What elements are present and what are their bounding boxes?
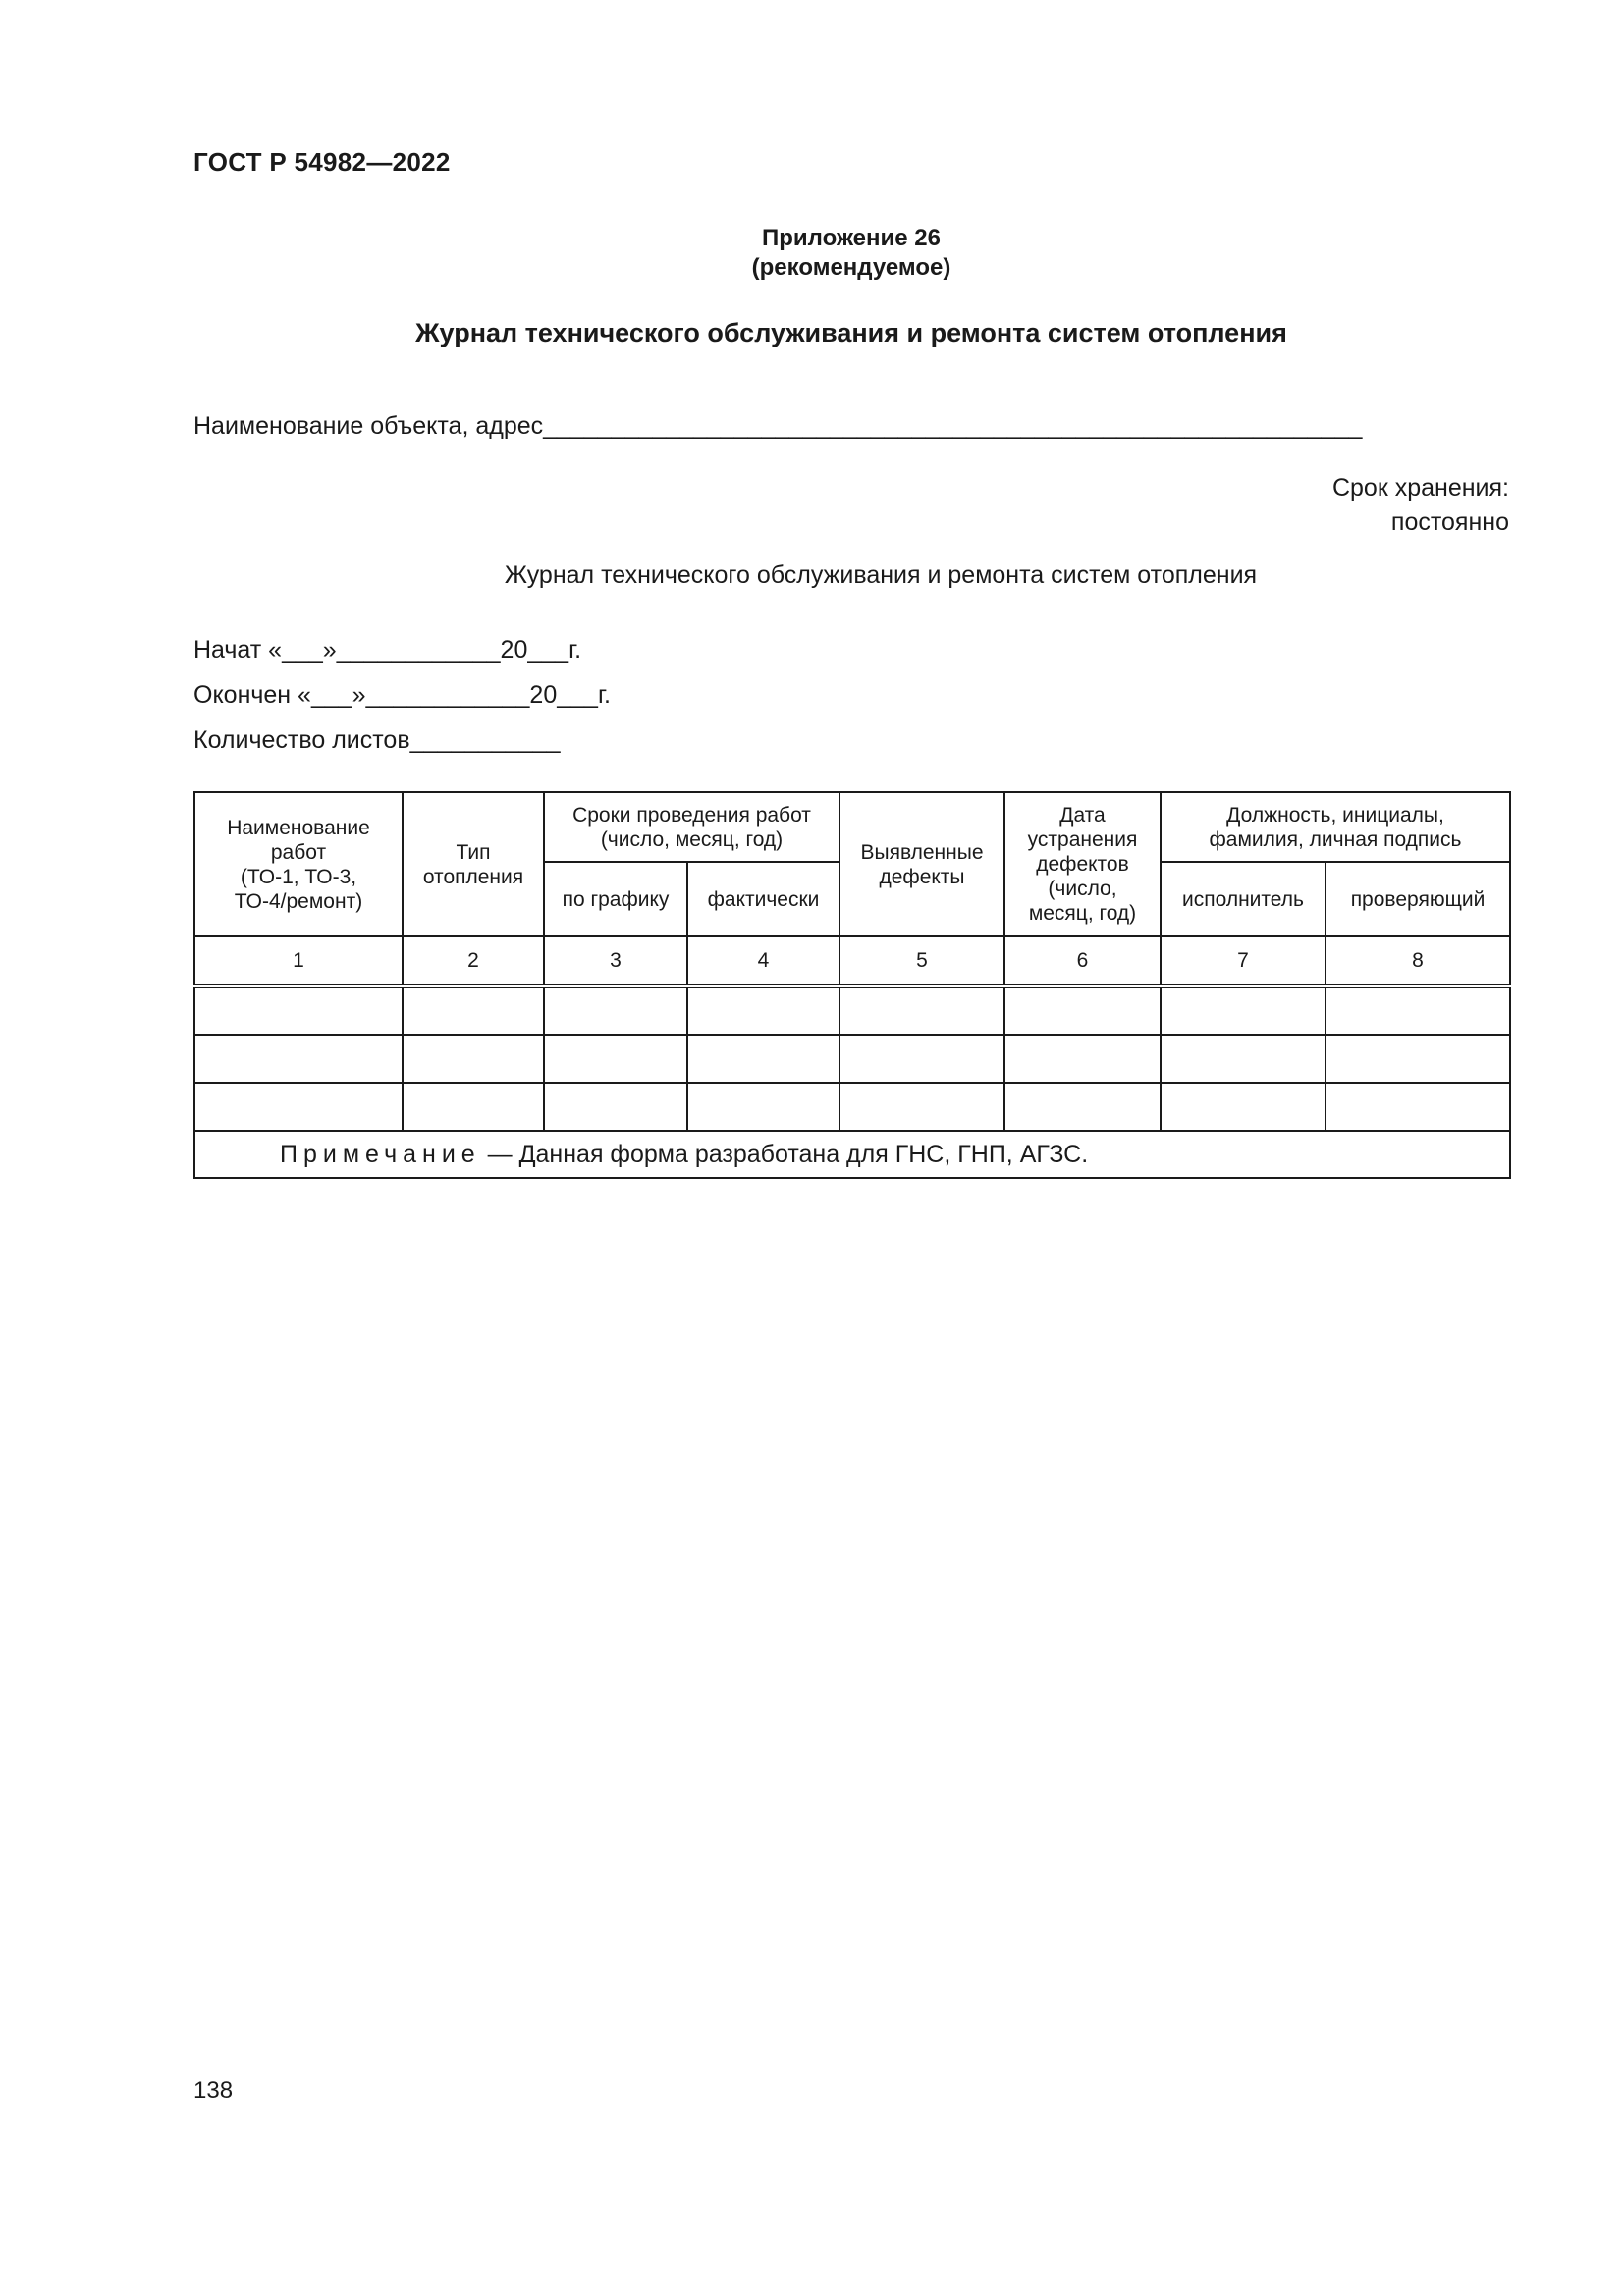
table-row (194, 1083, 1510, 1131)
empty-cell (687, 986, 839, 1035)
column-number: 1 (194, 936, 403, 986)
empty-cell (544, 1083, 687, 1131)
storage-label: Срок хранения: (1331, 474, 1509, 502)
empty-cell (403, 1083, 544, 1131)
column-number: 2 (403, 936, 544, 986)
empty-cell (1004, 986, 1161, 1035)
empty-cell (839, 1083, 1004, 1131)
header-inspector: проверяющий (1326, 862, 1510, 936)
column-number: 8 (1326, 936, 1510, 986)
header-signature-group: Должность, инициалы, фамилия, личная подпись (1161, 792, 1510, 862)
note-text: — Данная форма разработана для ГНС, ГНП, АГЗС. (480, 1140, 1089, 1168)
header-work-dates-group: Сроки проведения работ (число, месяц, год) (544, 792, 839, 862)
table-row (194, 1035, 1510, 1083)
empty-cell (403, 1035, 544, 1083)
empty-cell (194, 986, 403, 1035)
header-heating-type: Тип отопления (403, 792, 544, 936)
empty-cell (1161, 1035, 1326, 1083)
note-label: Примечание (280, 1140, 481, 1168)
appendix-heading (0, 224, 1624, 283)
header-defects: Выявленные дефекты (839, 792, 1004, 936)
finished-field: Окончен «___»____________20___г. (193, 681, 611, 709)
column-numbers-row (194, 936, 1510, 986)
header-executor: исполнитель (1161, 862, 1326, 936)
table-note (194, 1131, 1510, 1178)
empty-cell (1161, 986, 1326, 1035)
note-row (194, 1131, 1510, 1178)
journal-table (193, 791, 1511, 1179)
column-number: 7 (1161, 936, 1326, 986)
column-number: 6 (1004, 936, 1161, 986)
column-number: 4 (687, 936, 839, 986)
empty-cell (687, 1035, 839, 1083)
column-number: 5 (839, 936, 1004, 986)
sheets-count-field: Количество листов___________ (193, 726, 561, 754)
empty-cell (839, 1035, 1004, 1083)
header-work-name: Наименование работ (ТО-1, ТО-3, ТО-4/ремонт) (194, 792, 403, 936)
header-fix-date: Дата устранения дефектов (число, месяц, год) (1004, 792, 1161, 936)
header-row (194, 792, 1510, 862)
header-scheduled: по графику (544, 862, 687, 936)
document-title: Журнал технического обслуживания и ремонта систем отопления (415, 318, 1287, 347)
header-actual: фактически (687, 862, 839, 936)
appendix-status: (рекомендуемое) (751, 254, 951, 281)
storage-period (1332, 471, 1509, 540)
column-number: 3 (544, 936, 687, 986)
empty-cell (1004, 1035, 1161, 1083)
journal-subtitle: Журнал технического обслуживания и ремонта систем отопления (504, 561, 1258, 589)
empty-cell (544, 1035, 687, 1083)
empty-cell (839, 986, 1004, 1035)
empty-cell (544, 986, 687, 1035)
empty-cell (687, 1083, 839, 1131)
empty-cell (1326, 1035, 1510, 1083)
table-row (194, 986, 1510, 1035)
empty-cell (1004, 1083, 1161, 1131)
appendix-label: Приложение 26 (762, 225, 941, 251)
storage-value: постоянно (1390, 508, 1509, 536)
object-address-field: Наименование объекта, адрес____________________________________________________________ (193, 412, 1363, 440)
empty-cell (1326, 1083, 1510, 1131)
empty-cell (1161, 1083, 1326, 1131)
empty-cell (403, 986, 544, 1035)
standard-code: ГОСТ Р 54982—2022 (193, 147, 451, 177)
empty-cell (194, 1083, 403, 1131)
empty-cell (194, 1035, 403, 1083)
started-field: Начат «___»____________20___г. (193, 636, 582, 664)
page-number: 138 (193, 2077, 234, 2104)
empty-cell (1326, 986, 1510, 1035)
